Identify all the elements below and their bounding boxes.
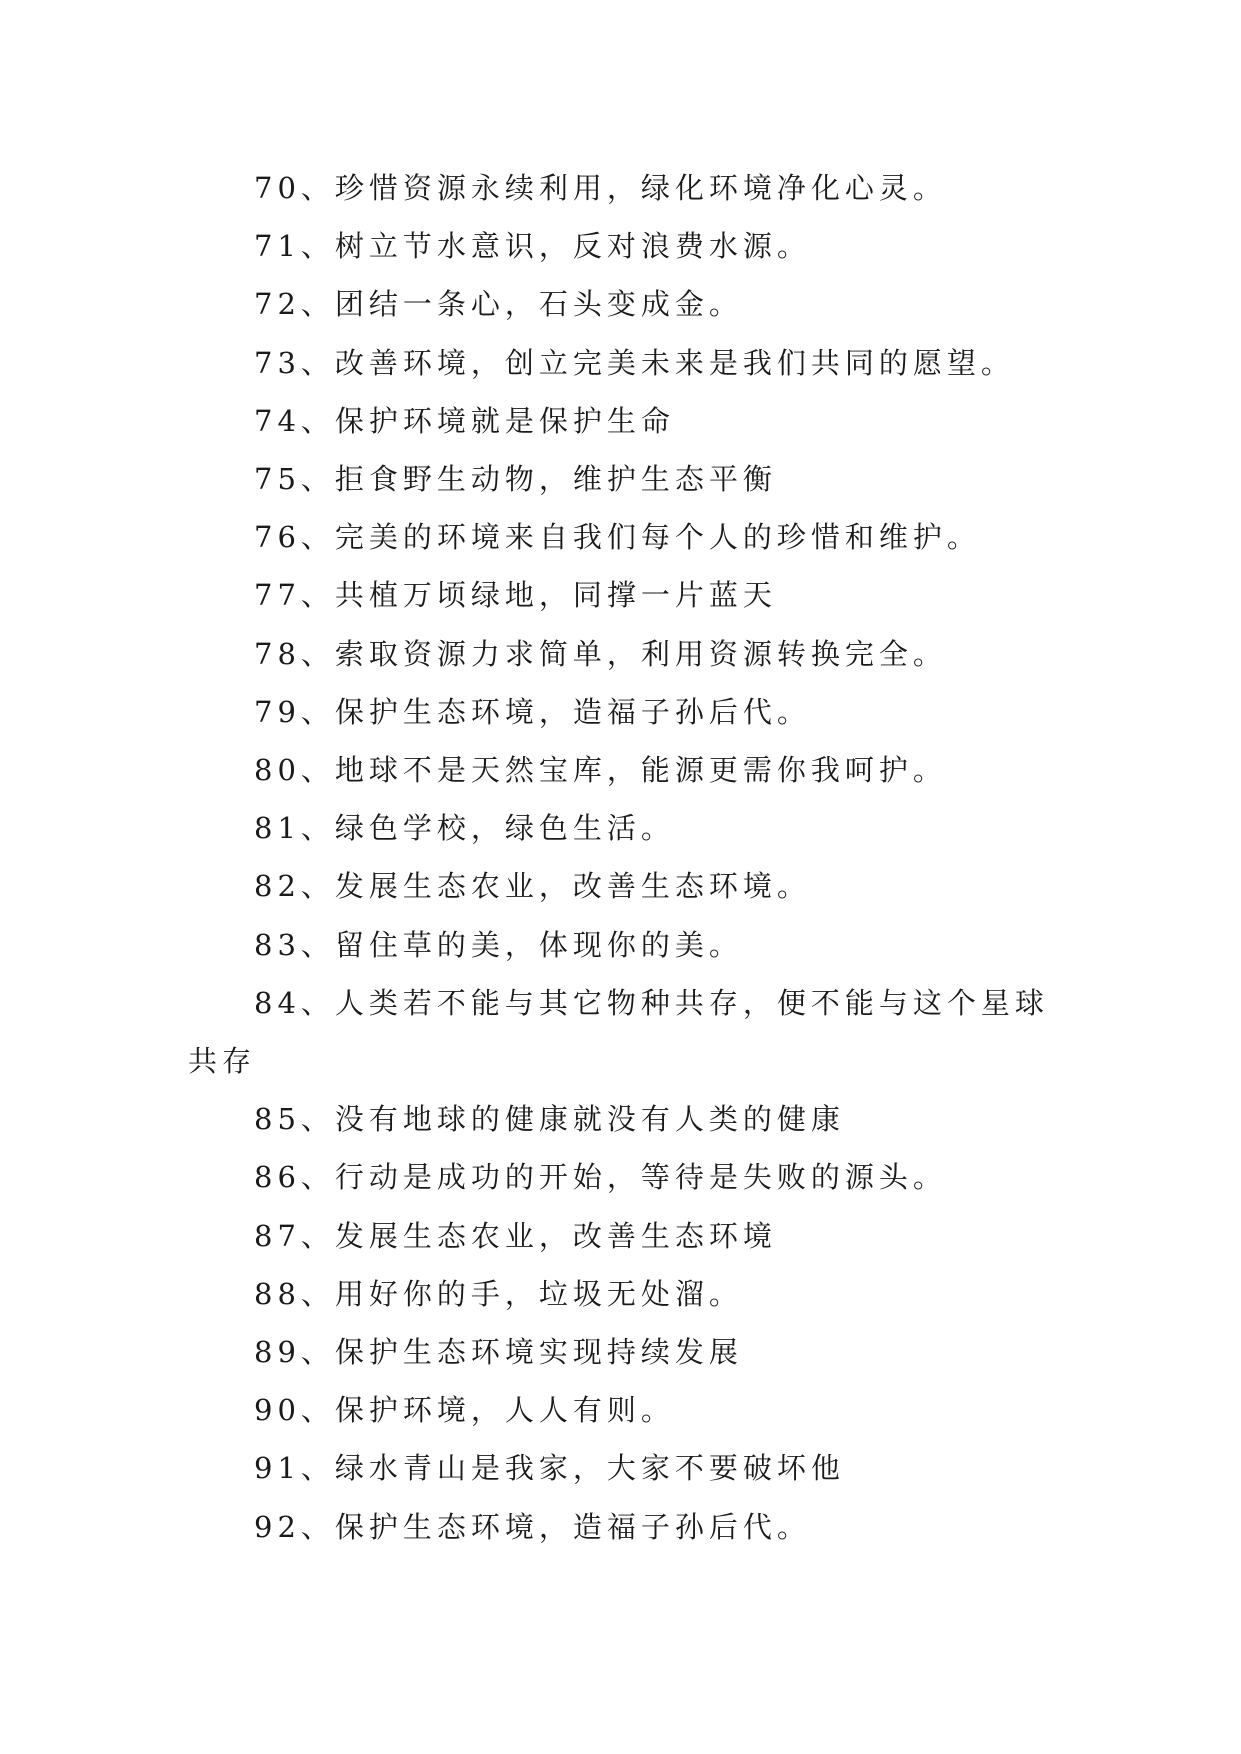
slogan-line: 77、共植万顷绿地，同撑一片蓝天: [254, 578, 777, 613]
slogan-line: 81、绿色学校，绿色生活。: [254, 811, 675, 846]
slogan-line: 89、保护生态环境实现持续发展: [254, 1335, 743, 1370]
slogan-line: 70、珍惜资源永续利用，绿化环境净化心灵。: [254, 171, 947, 205]
slogan-line: 83、留住草的美，体现你的美。: [254, 927, 743, 962]
slogan-line: 75、拒食野生动物，维护生态平衡: [254, 462, 777, 497]
slogan-line: 78、索取资源力求简单，利用资源转换完全。: [254, 636, 947, 671]
slogan-line: 87、发展生态农业，改善生态环境: [254, 1218, 777, 1253]
slogan-line: 73、改善环境，创立完美未来是我们共同的愿望。: [254, 345, 1015, 380]
slogan-line: 71、树立节水意识，反对浪费水源。: [254, 229, 811, 264]
slogan-line: 84、人类若不能与其它物种共存，便不能与这个星球共存: [188, 985, 1049, 1079]
slogan-line: 76、完美的环境来自我们每个人的珍惜和维护。: [254, 520, 981, 555]
slogan-line: 92、保护生态环境，造福子孙后代。: [254, 1509, 811, 1544]
slogan-list: [188, 159, 1058, 1556]
slogan-line: 91、绿水青山是我家，大家不要破坏他: [254, 1451, 845, 1486]
slogan-line: 88、用好你的手，垃圾无处溜。: [254, 1276, 743, 1311]
slogan-line: 90、保护环境，人人有则。: [254, 1393, 675, 1428]
slogan-line: 74、保护环境就是保护生命: [254, 403, 675, 438]
slogan-line: 86、行动是成功的开始，等待是失败的源头。: [254, 1160, 947, 1195]
slogan-line: 80、地球不是天然宝库，能源更需你我呵护。: [254, 753, 947, 788]
slogan-line: 82、发展生态农业，改善生态环境。: [254, 869, 811, 904]
slogan-line: 72、团结一条心，石头变成金。: [254, 287, 743, 322]
slogan-line: 85、没有地球的健康就没有人类的健康: [254, 1102, 845, 1137]
slogan-line: 79、保护生态环境，造福子孙后代。: [254, 694, 811, 729]
